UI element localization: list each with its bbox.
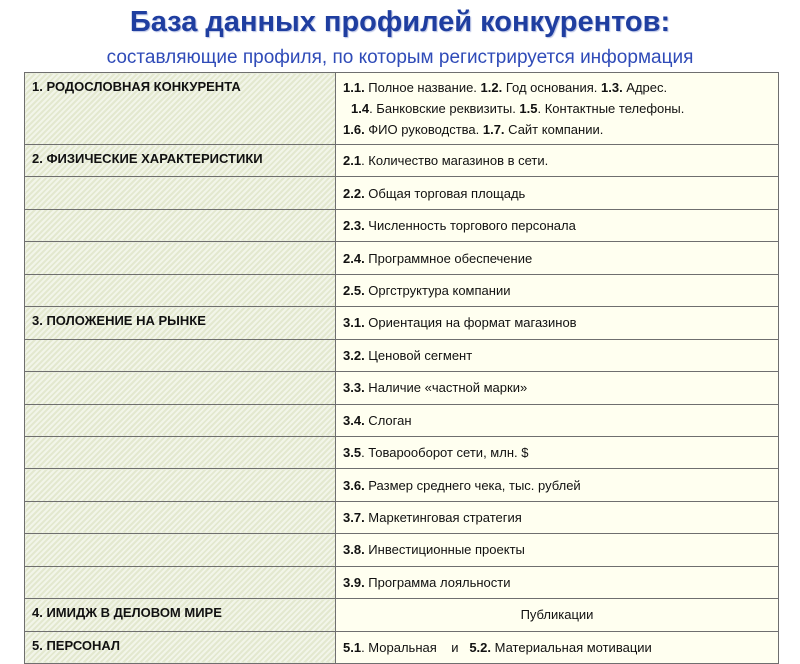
item-text: Наличие «частной марки» (364, 380, 528, 396)
table-cell (336, 469, 779, 501)
pedigree-line-2 (343, 98, 771, 119)
table-cell (336, 145, 779, 177)
section-heading-empty (25, 372, 336, 404)
item-number: 2.4. (343, 250, 365, 266)
item-text: . Товарооборот сети, млн. $ (361, 445, 529, 461)
item-text: . Количество магазинов в сети. (361, 153, 549, 169)
item-number: 2.3. (343, 218, 365, 234)
section-heading-empty (25, 209, 336, 241)
competitor-profile-table (24, 72, 779, 664)
item-number: 1.3. (601, 80, 623, 95)
item-number: 3.5 (343, 445, 362, 461)
table-cell (336, 339, 779, 371)
table-cell (336, 307, 779, 339)
item-number: 1.2. (480, 80, 503, 95)
section-heading-empty (25, 404, 336, 436)
table-row (25, 372, 779, 404)
item-number: 3.1. (343, 315, 365, 331)
pedigree-line-1 (343, 77, 771, 98)
item-text: . Банковские реквизиты. (369, 101, 520, 116)
table-cell (336, 274, 779, 306)
item-text: Ценовой сегмент (364, 347, 473, 363)
table-row (25, 469, 779, 501)
section-heading-empty (25, 469, 336, 501)
item-number: 2.1 (343, 153, 362, 169)
item-text: Сайт компании. (504, 122, 604, 137)
item-number: 1.1. (343, 80, 365, 95)
section-heading-empty (25, 274, 336, 306)
section-heading-empty (25, 339, 336, 371)
table-row (25, 73, 779, 145)
section-heading-empty (25, 501, 336, 533)
table-cell (336, 242, 779, 274)
table-cell (336, 404, 779, 436)
item-text: Программное обеспечение (364, 250, 533, 266)
table-cell (336, 501, 779, 533)
table-row (25, 274, 779, 306)
item-text: Программа лояльности (364, 574, 511, 590)
table-row (25, 566, 779, 598)
table-row (25, 242, 779, 274)
section-heading-physical: 2. ФИЗИЧЕСКИЕ ХАРАКТЕРИСТИКИ (25, 145, 336, 177)
item-text: ФИО руководства. (364, 122, 483, 137)
table-row (25, 339, 779, 371)
item-text: Ориентация на формат магазинов (364, 315, 577, 331)
section-heading-empty (25, 177, 336, 209)
item-text: Маркетинговая стратегия (364, 510, 522, 526)
item-number: 3.4. (343, 412, 365, 428)
item-text: Адрес. (622, 80, 668, 95)
section-heading-market-position: 3. ПОЛОЖЕНИЕ НА РЫНКЕ (25, 307, 336, 339)
item-text: Инвестиционные проекты (364, 542, 525, 558)
item-text: Слоган (364, 412, 412, 428)
item-text: Численность торгового персонала (364, 218, 576, 234)
item-number: 3.8. (343, 542, 365, 558)
item-number: 3.2. (343, 347, 365, 363)
item-text: . Моральная и (361, 639, 470, 655)
section-heading-empty (25, 534, 336, 566)
pedigree-details (336, 73, 779, 145)
table-cell (336, 534, 779, 566)
pedigree-line-3 (343, 119, 771, 140)
slide-subtitle: составляющие профиля, по которым регистрируется информация (106, 47, 694, 68)
table-row (25, 631, 779, 663)
item-number: 5.2. (469, 639, 492, 655)
item-number: 3.7. (343, 510, 365, 526)
table-cell (336, 209, 779, 241)
section-heading-pedigree: 1. РОДОСЛОВНАЯ КОНКУРЕНТА (25, 73, 336, 145)
table-row (25, 307, 779, 339)
item-text: . Контактные телефоны. (537, 101, 685, 116)
section-heading-empty (25, 242, 336, 274)
slide-title: База данных профилей конкурентов: (129, 6, 671, 38)
item-number: 3.6. (343, 477, 365, 493)
item-text: Материальная мотивации (491, 639, 652, 655)
table-cell (336, 372, 779, 404)
publications-cell: Публикации (336, 599, 779, 631)
table-row (25, 209, 779, 241)
table-row (25, 501, 779, 533)
table-cell (336, 436, 779, 468)
table-row (25, 599, 779, 631)
table-row (25, 145, 779, 177)
motivation-cell (336, 631, 779, 663)
item-number: 1.7. (482, 122, 505, 137)
item-text: Общая торговая площадь (364, 185, 526, 201)
table-row (25, 404, 779, 436)
item-text: Оргструктура компании (364, 282, 511, 298)
item-text: Полное название. (364, 80, 481, 95)
table-row (25, 534, 779, 566)
section-heading-personnel: 5. ПЕРСОНАЛ (25, 631, 336, 663)
item-number: 1.5 (519, 101, 538, 116)
item-number: 3.3. (343, 380, 365, 396)
table-cell (336, 566, 779, 598)
item-text: Год основания. (502, 80, 601, 95)
item-number: 1.6. (343, 122, 365, 137)
section-heading-business-image: 4. ИМИДЖ В ДЕЛОВОМ МИРЕ (25, 599, 336, 631)
item-number: 2.5. (343, 282, 365, 298)
table-cell (336, 177, 779, 209)
table-row (25, 177, 779, 209)
item-number: 1.4 (351, 101, 370, 116)
item-number: 3.9. (343, 574, 365, 590)
section-heading-empty (25, 566, 336, 598)
table-row (25, 436, 779, 468)
section-heading-empty (25, 436, 336, 468)
item-text: Размер среднего чека, тыс. рублей (364, 477, 581, 493)
item-number: 2.2. (343, 185, 365, 201)
item-number: 5.1 (343, 639, 362, 655)
